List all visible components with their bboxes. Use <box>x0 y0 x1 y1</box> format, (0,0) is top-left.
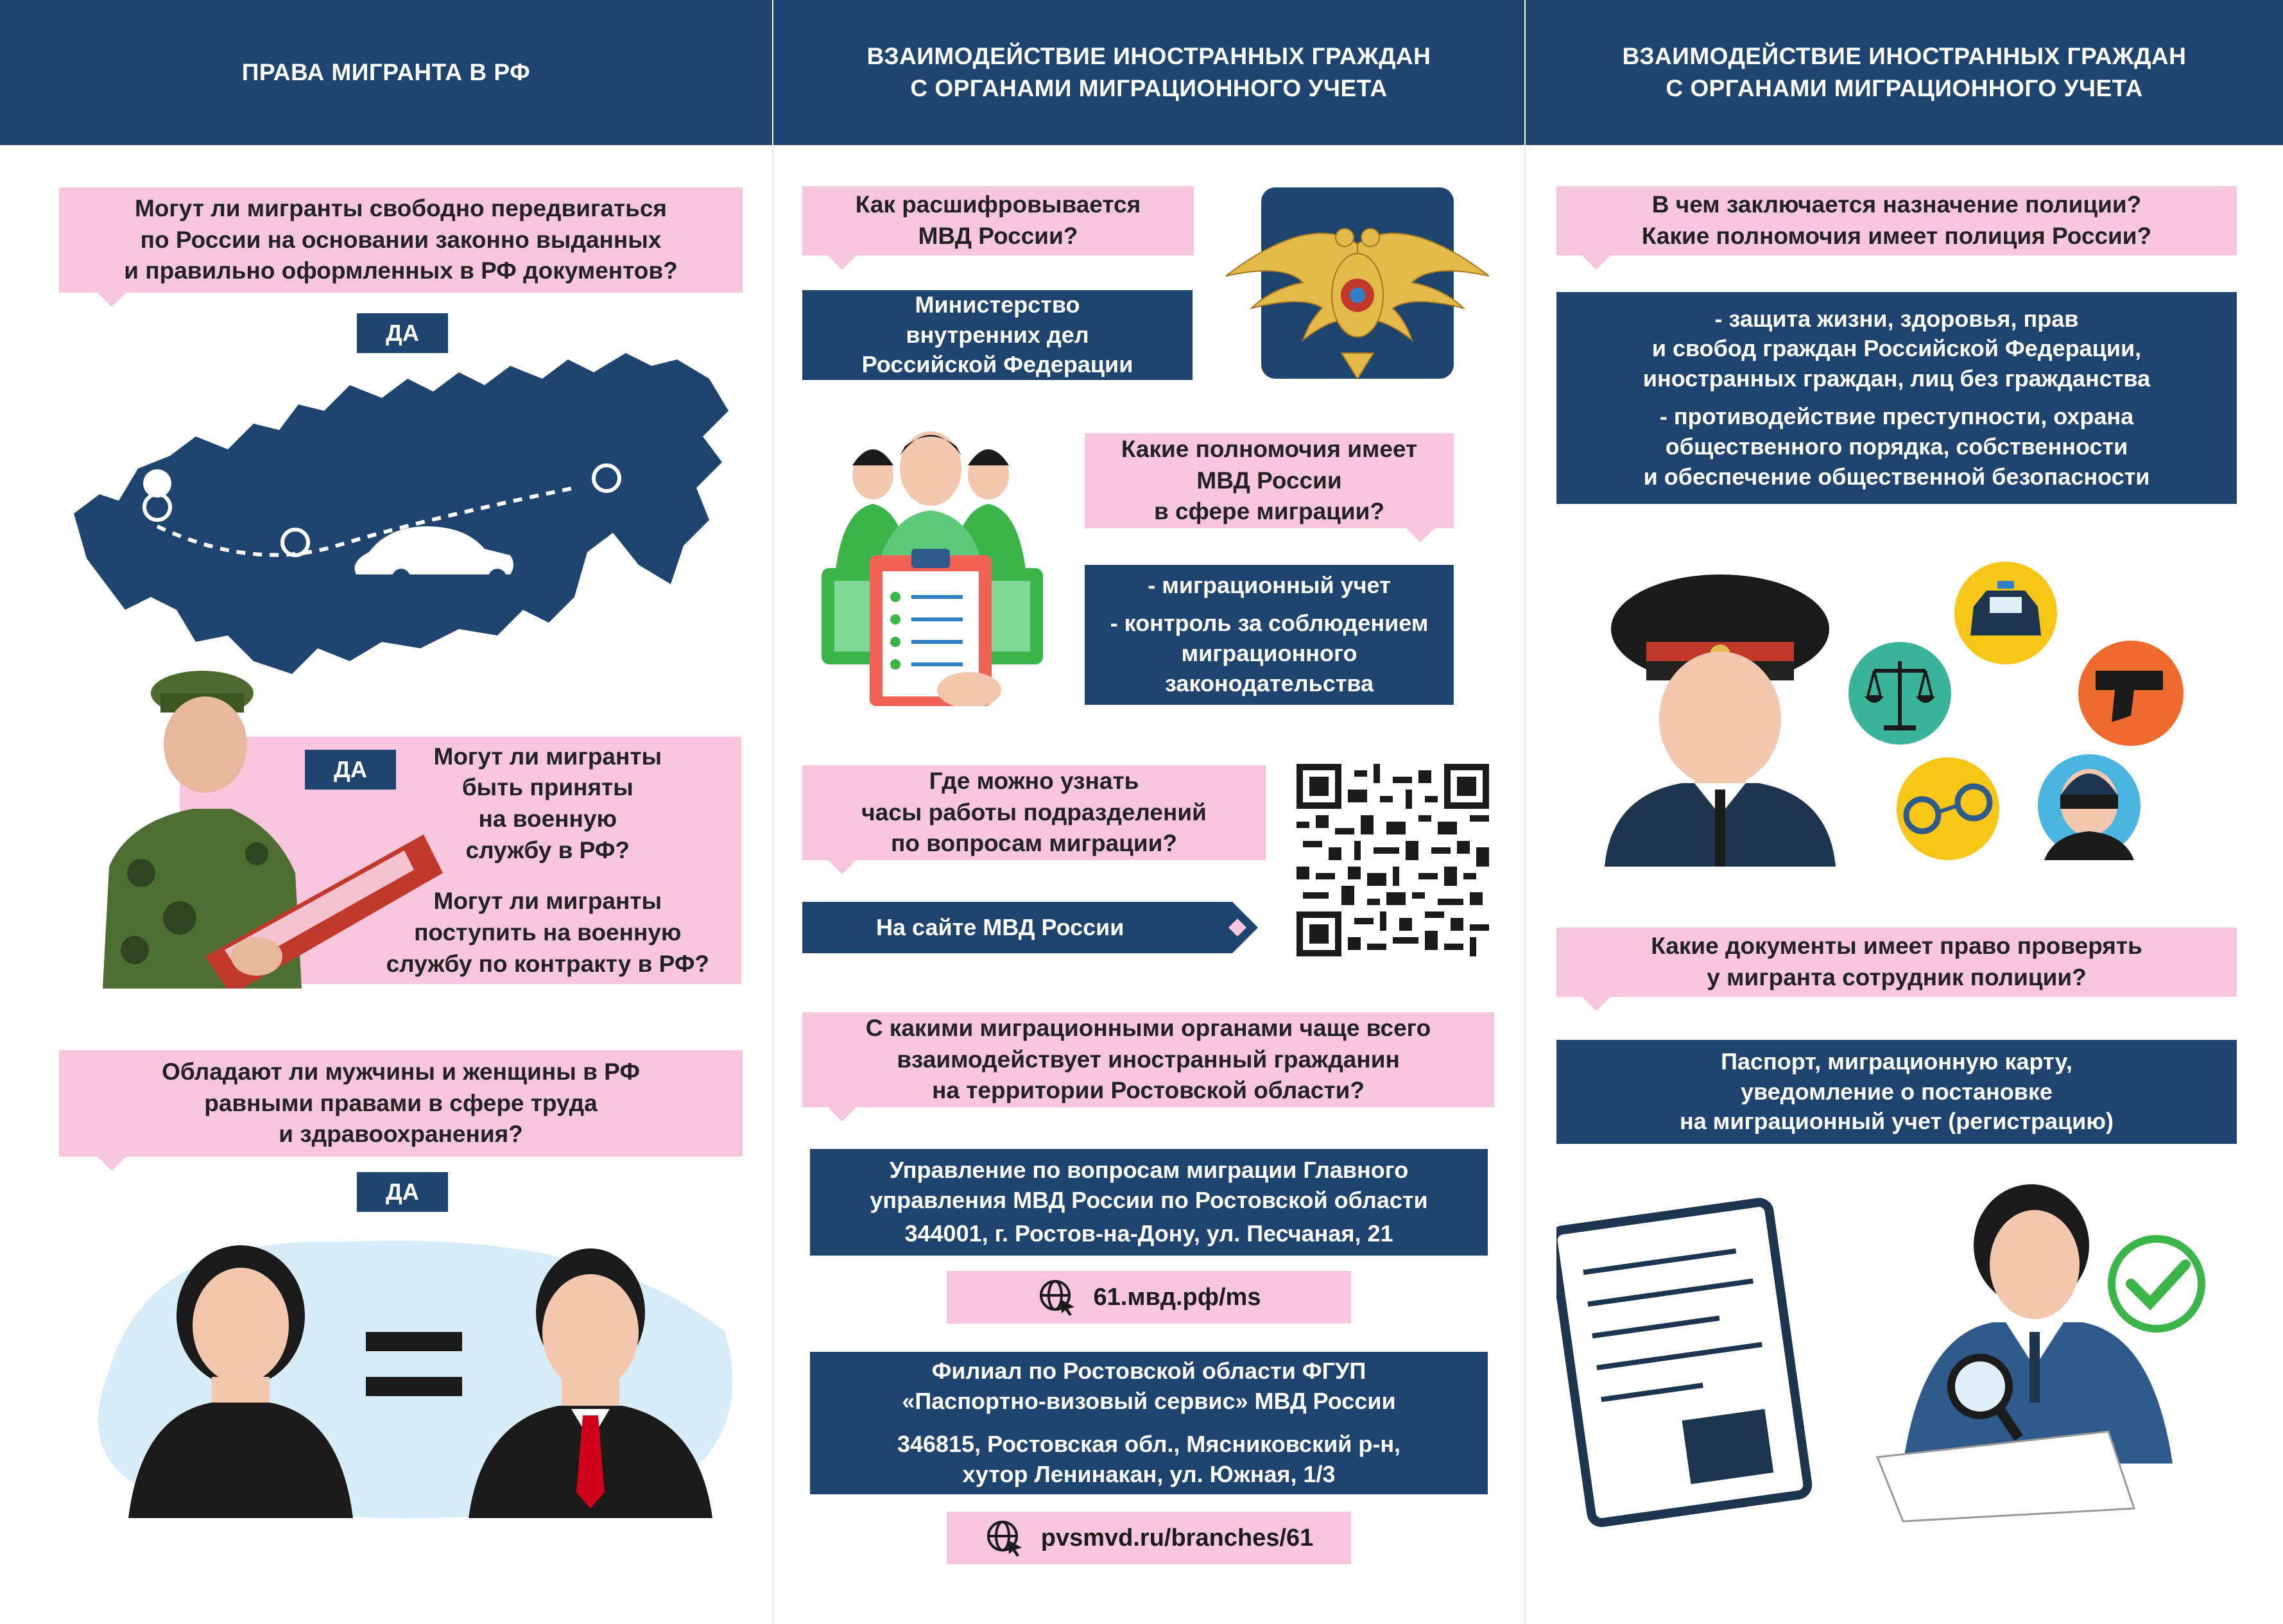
answer-mvd-meaning: Министерство внутренних дел Российской Федерации <box>802 290 1193 380</box>
question-migration-bodies: С какими миграционными органами чаще всего взаимодействует иностранный гражданин на территории Ростовской области? <box>802 1012 1494 1107</box>
scales-icon <box>1848 642 1951 745</box>
thief-icon <box>2038 754 2141 860</box>
answer-police-powers <box>1556 292 2237 504</box>
police-power-item: - противодействие преступности, охрана общественного порядка, собственности и обеспечение общественной безопасности <box>1643 403 2150 490</box>
power-item: - контроль за соблюдением миграционного законодательства <box>1110 610 1429 696</box>
answer-badge: ДА <box>357 1172 448 1212</box>
qr-code-icon[interactable] <box>1297 764 1489 956</box>
equal-people-icon <box>83 1223 745 1525</box>
org2-name: Филиал по Ростовской области ФГУП «Паспортно-визовый сервис» МВД России <box>902 1358 1396 1415</box>
arrow-icon <box>1213 902 1264 953</box>
police-car-icon <box>1954 562 2057 664</box>
soldier-icon <box>83 661 443 989</box>
org2-address: 346815, Ростовская обл., Мясниковский р-н, хутор Ленинакан, ул. Южная, 1/3 <box>897 1431 1401 1487</box>
header-col2: ВЗАИМОДЕЙСТВИЕ ИНОСТРАННЫХ ГРАЖДАН С ОРГАНАМИ МИГРАЦИОННОГО УЧЕТА <box>773 0 1524 145</box>
answer-badge: ДА <box>357 313 448 353</box>
question-mvd-powers: Какие полномочия имеет МВД России в сфере миграции? <box>1085 433 1454 528</box>
question-equality: Обладают ли мужчины и женщины в РФ равными правами в сфере труда и здравоохранения? <box>59 1050 743 1157</box>
inspector-icon <box>1877 1184 2173 1521</box>
police-icons-group <box>1848 558 2195 860</box>
org1-card <box>810 1149 1488 1256</box>
org1-name: Управление по вопросам миграции Главного управления МВД России по Ростовской области <box>870 1156 1428 1213</box>
globe-cursor-icon <box>985 1518 1024 1558</box>
question-mvd-meaning: Как расшифровывается МВД России? <box>802 186 1194 255</box>
power-item: - миграционный учет <box>1148 572 1391 599</box>
question-documents-check: Какие документы имеет право проверять у мигранта сотрудник полиции? <box>1556 928 2237 997</box>
question-police-purpose: В чем заключается назначение полиции? Какие полномочия имеет полиция России? <box>1556 186 2237 255</box>
mvd-emblem-icon <box>1213 186 1508 382</box>
answer-mvd-powers <box>1085 565 1454 705</box>
header-col1: ПРАВА МИГРАНТА В РФ <box>0 0 772 145</box>
org1-address: 344001, г. Ростов-на-Дону, ул. Песчаная, 21 <box>904 1220 1393 1247</box>
question-military: Могут ли мигранты быть приняты на военную службу в РФ? <box>433 743 662 864</box>
gun-icon <box>2078 641 2184 746</box>
answer-documents-check: Паспорт, миграционную карту, уведомление о постановке на миграционный учет (регистрацию) <box>1556 1040 2237 1144</box>
check-icon <box>2112 1239 2201 1329</box>
org2-card <box>810 1352 1488 1494</box>
map-icon <box>61 340 741 687</box>
police-power-item: - защита жизни, здоровья, прав и свобод граждан Российской Федерации, иностранных граждан, лиц без гражданства <box>1642 305 2151 392</box>
question-movement: Могут ли мигранты свободно передвигаться по России на основании законно выданных и правильно оформленных в РФ документов? <box>59 187 743 293</box>
question-contract: Могут ли мигранты поступить на военную службу по контракту в РФ? <box>386 887 709 977</box>
answer-badge: ДА <box>305 750 396 790</box>
header-col3: ВЗАИМОДЕЙСТВИЕ ИНОСТРАННЫХ ГРАЖДАН С ОРГАНАМИ МИГРАЦИОННОГО УЧЕТА <box>1526 0 2283 145</box>
column-divider <box>772 145 773 1624</box>
globe-cursor-icon <box>1037 1277 1077 1317</box>
handcuffs-icon <box>1897 757 1999 860</box>
document-icon <box>1556 1201 1809 1524</box>
org2-link[interactable]: pvsmvd.ru/branches/61 <box>947 1512 1351 1564</box>
document-check-illustration <box>1556 1175 2253 1534</box>
police-officer-icon <box>1605 558 1836 867</box>
column-divider <box>1524 145 1526 1624</box>
question-working-hours: Где можно узнать часы работы подразделений по вопросам миграции? <box>802 765 1266 860</box>
mvd-website-label: На сайте МВД России <box>802 902 1232 953</box>
officials-icon <box>815 420 1046 706</box>
org1-link[interactable]: 61.мвд.рф/ms <box>947 1271 1351 1324</box>
